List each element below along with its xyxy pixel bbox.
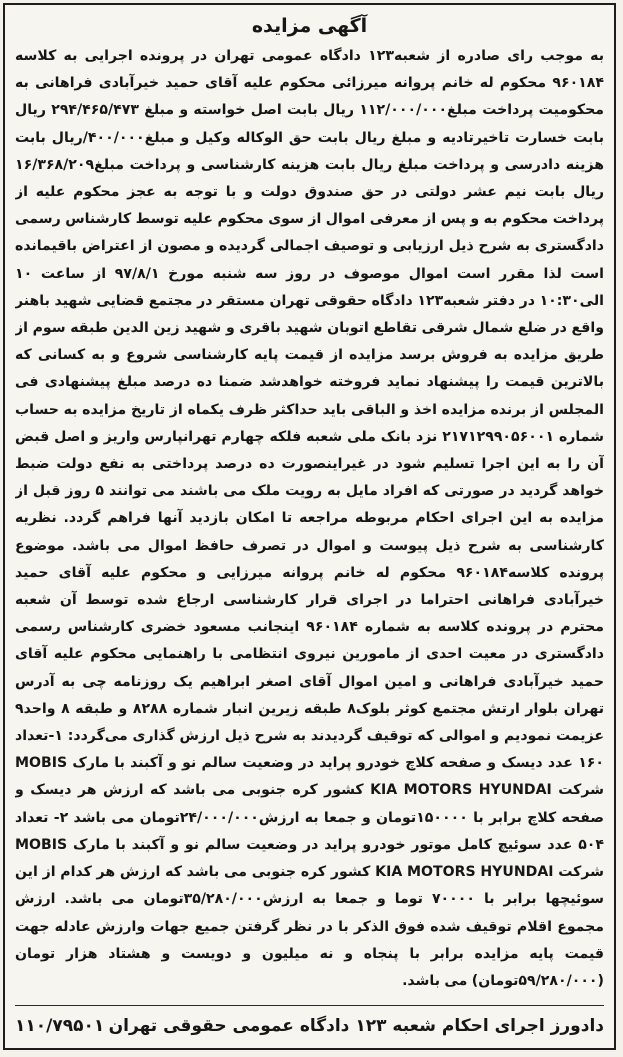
notice-title: آگهی مزایده xyxy=(251,15,368,37)
signature-line: دادورز اجرای احکام شعبه ۱۲۳ دادگاه عمومی حقوقی تهران xyxy=(108,1016,604,1036)
notice-code: ۱۱۰/۷۹۵۰۱ xyxy=(15,1016,105,1036)
auction-notice xyxy=(3,3,616,1050)
notice-footer xyxy=(15,1005,604,1042)
notice-body xyxy=(15,43,604,1005)
notice-paragraph: به موجب رای صادره از شعبه۱۲۳ دادگاه عمومی تهران در پرونده اجرایی به کلاسه ۹۶۰۱۸۴ محکوم له خانم پروانه میرزائی محکوم علیه آقای حمید خیرآبادی فراهانی به محکومیت پرداخت مبلغ۱۱۲/۰۰۰/۰۰۰ ریال بابت اصل خواسته و مبلغ ۲۹۴/۴۶۵/۴۷۳ ریال بابت خسارت تاخیرتادیه و مبلغ ریال بابت حق الوکاله وکیل و مبلغ۴۰۰/۰۰۰/ریال بابت هزینه دادرسی و پرداخت مبلغ ریال بابت هزینه کارشناسی و پرداخت مبلغ۱۶/۳۶۸/۲۰۹ ریال بابت نیم عشر دولتی در حق صندوق دولت و با توجه به عجز محکوم علیه از پرداخت محکوم به و پس از معرفی اموال از سوی محکوم علیه توسط کارشناس رسمی دادگستری به شرح ذیل ارزیابی و توصیف اجمالی گردیده و مصون از اعتراض باقیمانده است لذا مقرر است اموال موصوف در روز سه شنبه مورخ ۹۷/۸/۱ از ساعت ۱۰ الی۱۰:۳۰ در دفتر شعبه۱۲۳ دادگاه حقوقی تهران مستقر در مجتمع قضایی شهید باهنر واقع در ضلع شمال شرقی تقاطع اتوبان شهید باقری و شهید زین الدین طبقه سوم از طریق مزایده به فروش برسد مزایده از قیمت پایه کارشناسی شروع و به کسانی که بالاترین قیمت را پیشنهاد نماید فروخته خواهدشد ضمنا ده درصد مبلغ پیشنهادی فی المجلس از برنده مزایده اخذ و الباقی باید حداکثر ظرف یکماه از تاریخ مزایده به حساب شماره ۲۱۷۱۲۹۹۰۵۶۰۰۱ نزد بانک ملی شعبه فلکه چهارم تهرانپارس واریز و اصل قبض آن را به این اجرا تسلیم شود در غیراینصورت ده درصد پرداختی به نفع دولت ضبط خواهد گردید در صورتی که افراد مایل به رویت ملک می باشند می توانند ۵ روز قبل از مزایده به این اجرای احکام مربوطه مراجعه تا امکان بازدید آنها فراهم گردد. نظریه کارشناسی به شرح ذیل پیوست و اموال در تصرف حافظ اموال می باشد. موضوع پرونده کلاسه۹۶۰۱۸۴ محکوم له خانم پروانه میرزایی و محکوم علیه آقای حمید خیرآبادی فراهانی احتراما در اجرای قرار کارشناسی ارجاع شده توسط آن شعبه محترم در پرونده کلاسه به شماره ۹۶۰۱۸۴ اینجانب مسعود خضری کارشناس رسمی دادگستری در معیت احدی از مامورین نیروی انتظامی با راهنمایی محکوم علیه آقای حمید خیرآبادی فراهانی و امین اموال آقای اصغر ابراهیم یک روزنامه چی به آدرس تهران بلوار ارتش مجتمع کوثر بلوک۸ طبقه زیرین انبار شماره ۸۲۸۸ و طبقه ۸ واحد۹ عزیمت نمودیم و اموالی که توقیف گردیدند به شرح ذیل ارزش گذاری می‌گردد: ۱-تعداد ۱۶۰ عدد دیسک و صفحه کلاچ خودرو پراید در وضعیت سالم نو و آکبند با مارک MOBIS شرکت KIA MOTORS HYUNDAI کشور کره جنوبی می باشد که ارزش هر دیسک و صفحه کلاچ برابر با ۱۵۰۰۰۰تومان و جمعا به ارزش۲۴/۰۰۰/۰۰۰تومان می باشد ۲- تعداد ۵۰۴ عدد سوئیچ کامل موتور خودرو پراید در وضعیت سالم نو و آکبند با مارک MOBIS شرکت KIA MOTORS HYUNDAI کشور کره جنوبی می باشد که ارزش هر کدام از این سوئیچها برابر با ۷۰۰۰۰ توما و جمعا به ارزش۳۵/۲۸۰/۰۰۰تومان می باشد. ارزش مجموع اقلام توقیف شده فوق الذکر با در نظر گرفتن جمیع جهات وارزش عادله جهت قیمت پایه مزایده برابر با پنجاه و نه میلیون و دویست و هشتاد هزار تومان (۵۹/۲۸۰/۰۰۰تومان) می باشد. xyxy=(15,48,604,989)
